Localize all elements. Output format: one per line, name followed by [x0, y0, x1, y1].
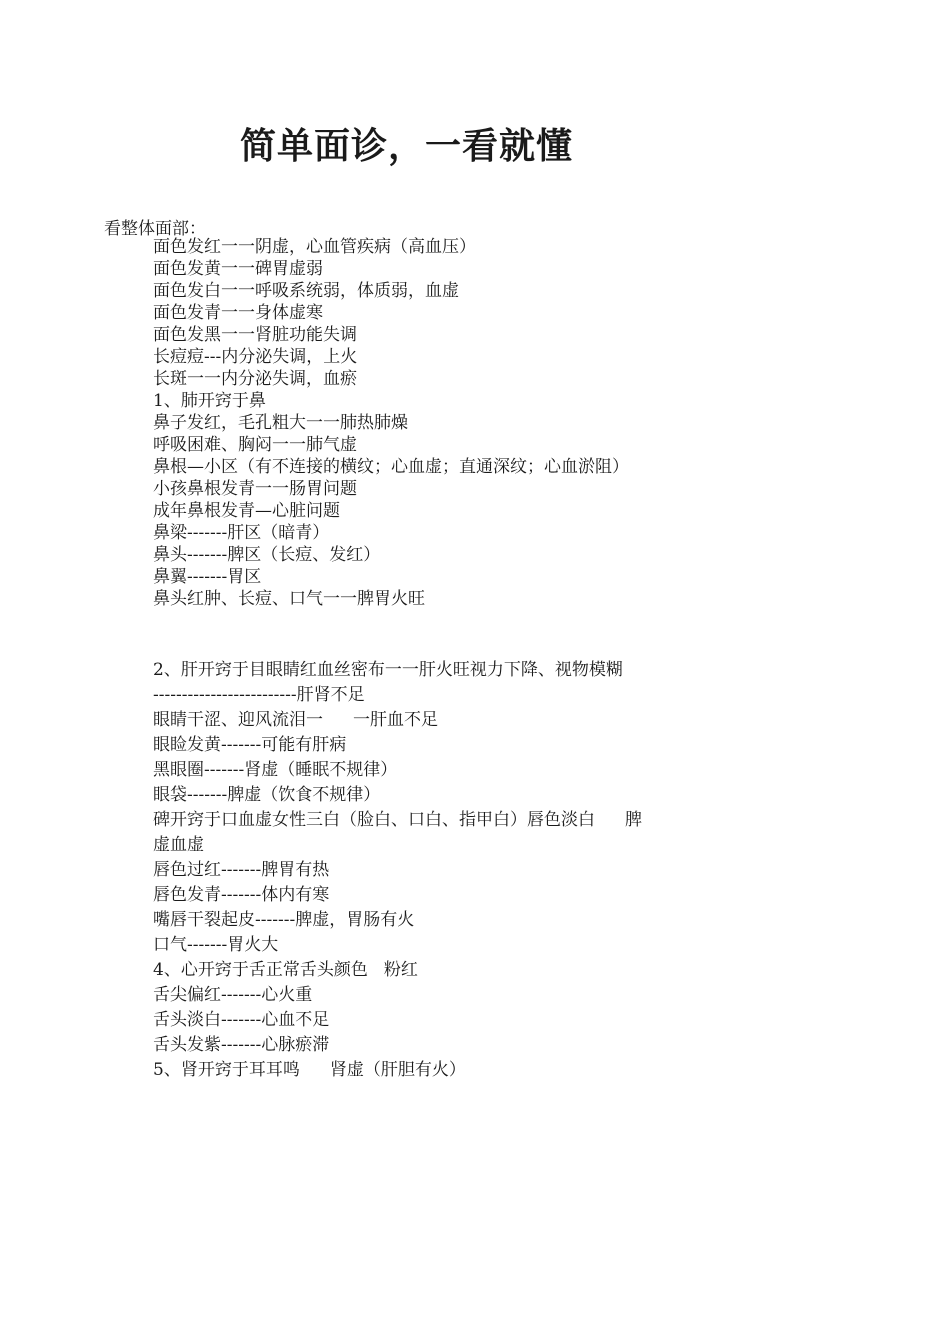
- list-item-text: 脾: [625, 810, 642, 830]
- list-item-text: 一肝血不足: [353, 710, 438, 730]
- list-item: 眼睑发黄-------可能有肝病: [153, 735, 347, 755]
- list-item-text: 眼睛干涩、迎风流泪一: [153, 710, 323, 730]
- list-item-text: 碑开窍于口血虚女性三白（脸白、口白、指甲白）唇色淡白: [153, 810, 595, 830]
- section-heading: 看整体面部：: [104, 219, 206, 239]
- face-color-list: [153, 236, 629, 610]
- list-item: 1、肺开窍于鼻: [153, 391, 266, 411]
- list-item: 唇色发青-------体内有寒: [153, 885, 330, 905]
- list-item: 长痘痘---内分泌失调，上火: [153, 347, 358, 367]
- list-item: [153, 708, 642, 733]
- organ-section-list: [153, 658, 642, 1083]
- list-item: 面色发黄一一碑胃虚弱: [153, 259, 323, 279]
- list-item-text: 4、心开窍于舌正常舌头颜色: [153, 960, 368, 980]
- list-item: 口气-------胃火大: [153, 935, 279, 955]
- list-item: 鼻根—小区（有不连接的横纹；心血虚；直通深纹；心血淤阻）: [153, 457, 629, 477]
- list-item: [153, 808, 642, 833]
- page-title: 简单面诊，一看就懂: [240, 126, 574, 167]
- list-item: [153, 1058, 642, 1083]
- list-item: [153, 958, 642, 983]
- list-item: 鼻子发红，毛孔粗大一一肺热肺燥: [153, 413, 408, 433]
- list-item: 唇色过红-------脾胃有热: [153, 860, 330, 880]
- list-item: 小孩鼻根发青一一肠胃问题: [153, 479, 357, 499]
- list-item: 2、肝开窍于目眼睛红血丝密布一一肝火旺视力下降、视物模糊: [153, 660, 623, 680]
- list-item: 成年鼻根发青—心脏问题: [153, 501, 340, 521]
- list-item: 面色发黑一一肾脏功能失调: [153, 325, 357, 345]
- list-item: 嘴唇干裂起皮-------脾虚，胃肠有火: [153, 910, 415, 930]
- list-item: 长斑一一内分泌失调，血瘀: [153, 369, 357, 389]
- list-item: 鼻头-------脾区（长痘、发红）: [153, 545, 381, 565]
- list-item: 面色发红一一阴虚，心血管疾病（高血压）: [153, 237, 476, 257]
- list-item: 舌尖偏红-------心火重: [153, 985, 313, 1005]
- list-item: 黑眼圈-------肾虚（睡眠不规律）: [153, 760, 398, 780]
- list-item-text: 肾虚（肝胆有火）: [329, 1060, 466, 1080]
- list-item: 鼻翼-------胃区: [153, 567, 262, 587]
- list-item: 鼻梁-------肝区（暗青）: [153, 523, 330, 543]
- list-item-text: 粉红: [383, 960, 418, 980]
- list-item: 眼袋-------脾虚（饮食不规律）: [153, 785, 381, 805]
- list-item: 虚血虚: [153, 835, 204, 855]
- list-item: 面色发白一一呼吸系统弱，体质弱，血虚: [153, 281, 459, 301]
- list-item: -------------------------肝肾不足: [153, 685, 365, 705]
- list-item: 面色发青一一身体虚寒: [153, 303, 323, 323]
- list-item: 舌头发紫-------心脉瘀滞: [153, 1035, 330, 1055]
- list-item: 呼吸困难、胸闷一一肺气虚: [153, 435, 357, 455]
- list-item: 鼻头红肿、长痘、口气一一脾胃火旺: [153, 589, 425, 609]
- list-item-text: 5、肾开窍于耳耳鸣: [153, 1060, 300, 1080]
- list-item: 舌头淡白-------心血不足: [153, 1010, 330, 1030]
